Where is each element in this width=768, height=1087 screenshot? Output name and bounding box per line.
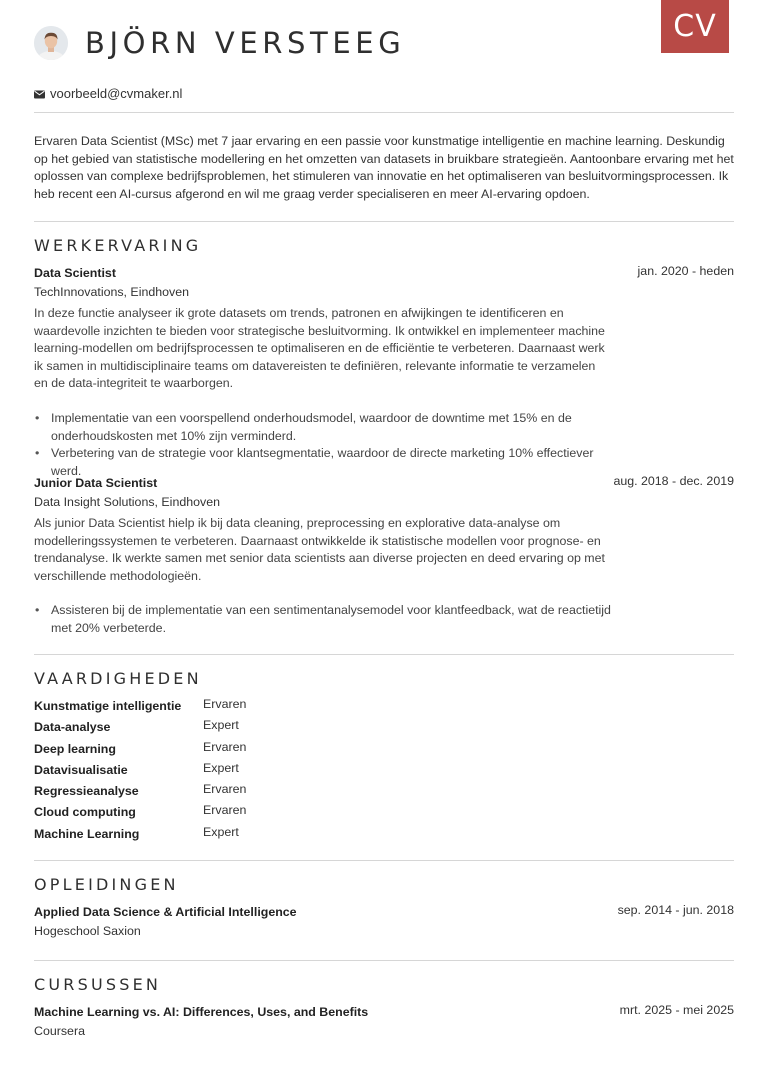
- skill-name: Datavisualisatie: [34, 762, 128, 777]
- section-title-cursussen: CURSUSSEN: [34, 975, 162, 994]
- skill-name: Deep learning: [34, 741, 116, 756]
- skill-row: [34, 696, 434, 717]
- job-description: Als junior Data Scientist hielp ik bij data cleaning, preprocessing en explorative data-analyse om modelleringssystemen te verbeteren. Daarnaast ontwikkelde ik statistische modellen voor prognose- en trendanalyse. Ik werkte samen met senior data scientists aan diverse projecten en deed ervaring op met verschillende methodologieën.: [34, 516, 605, 583]
- education-title: Applied Data Science & Artificial Intelligence: [34, 905, 297, 919]
- list-item: • Implementatie van een voorspellend onderhoudsmodel, waardoor de downtime met 15% en de onderhoudskosten met 10% zijn verminderd.: [34, 410, 614, 445]
- skill-name: Regressieanalyse: [34, 784, 139, 799]
- section-title-werkervaring: WERKERVARING: [34, 236, 202, 255]
- skill-level: Ervaren: [203, 697, 247, 711]
- candidate-name: BJÖRN VERSTEEG: [85, 26, 406, 60]
- skill-level: Expert: [203, 824, 239, 839]
- skill-name: Data-analyse: [34, 720, 111, 735]
- skill-name: Kunstmatige intelligentie: [34, 699, 182, 713]
- skill-level: Ervaren: [203, 739, 247, 754]
- skill-level: Expert: [203, 760, 239, 775]
- skill-row: [34, 739, 434, 760]
- course-provider: Coursera: [34, 1024, 85, 1038]
- skill-row: [34, 802, 434, 823]
- profile-summary: Ervaren Data Scientist (MSc) met 7 jaar ervaring en een passie voor kunstmatige intelligentie en machine learning. Deskundig op het gebied van statistische modellering en het omzetten van datasets in bruikbare strategieën. Aantoonbare ervaring met het oplossen van complexe bedrijfsproblemen, het stimuleren van innovatie en het optimaliseren van besluitvormingsprocessen. Ik heb recent een AI-cursus afgerond en wil me graag verder specialiseren en meer AI-ervaring opdoen.: [34, 134, 734, 201]
- job-achievements: [34, 602, 614, 637]
- profile-photo-icon: [34, 26, 68, 60]
- job-achievements: [34, 410, 614, 480]
- skill-name: Machine Learning: [34, 826, 140, 841]
- divider: [34, 221, 734, 222]
- section-title-opleidingen: OPLEIDINGEN: [34, 875, 179, 894]
- contact-email: [34, 86, 182, 102]
- education-school: Hogeschool Saxion: [34, 924, 141, 938]
- divider: [34, 960, 734, 961]
- skills-list: [34, 696, 434, 845]
- skill-row: [34, 760, 434, 781]
- skill-row: [34, 781, 434, 802]
- skill-level: Ervaren: [203, 782, 247, 797]
- cv-logo-badge: CV: [661, 0, 729, 53]
- job-dates: aug. 2018 - dec. 2019: [613, 474, 734, 488]
- course-title: Machine Learning vs. AI: Differences, Uses, and Benefits: [34, 1005, 369, 1019]
- job-company: Data Insight Solutions, Eindhoven: [34, 495, 220, 509]
- job-title: Junior Data Scientist: [34, 476, 158, 490]
- skill-level: Ervaren: [203, 803, 247, 818]
- job-description: In deze functie analyseer ik grote datasets om trends, patronen en afwijkingen te identificeren en waardevolle inzichten te bieden voor strategische besluitvorming. Ik ontwikkel en implementeer machine learning-modellen om bedrijfsprocessen te optimaliseren en de efficiëntie te verbeteren. Daarnaast werk ik samen in multidisciplinaire teams om datavereisten te definiëren, relevante informatie te verzamelen en de data-integriteit te waarborgen.: [34, 306, 605, 391]
- list-item: • Verbetering van de strategie voor klantsegmentatie, waardoor de directe marketing 10% effectiever werd.: [34, 445, 614, 480]
- course-dates: mrt. 2025 - mei 2025: [619, 1003, 734, 1017]
- job-dates: jan. 2020 - heden: [637, 264, 734, 278]
- job-title: Data Scientist: [34, 266, 116, 280]
- divider: [34, 860, 734, 861]
- list-item: • Assisteren bij de implementatie van een sentimentanalysemodel voor klantfeedback, wat de reactietijd met 20% verbeterde.: [34, 602, 614, 637]
- divider: [34, 112, 734, 113]
- job-company: TechInnovations, Eindhoven: [34, 285, 189, 299]
- email-text: voorbeeld@cvmaker.nl: [50, 86, 183, 101]
- avatar: [34, 26, 68, 60]
- section-title-vaardigheden: VAARDIGHEDEN: [34, 669, 202, 688]
- skill-row: [34, 717, 434, 738]
- education-dates: sep. 2014 - jun. 2018: [617, 903, 734, 917]
- envelope-icon: [34, 90, 45, 99]
- skill-level: Expert: [203, 718, 239, 733]
- divider: [34, 654, 734, 655]
- skill-row: [34, 824, 434, 845]
- skill-name: Cloud computing: [34, 805, 136, 820]
